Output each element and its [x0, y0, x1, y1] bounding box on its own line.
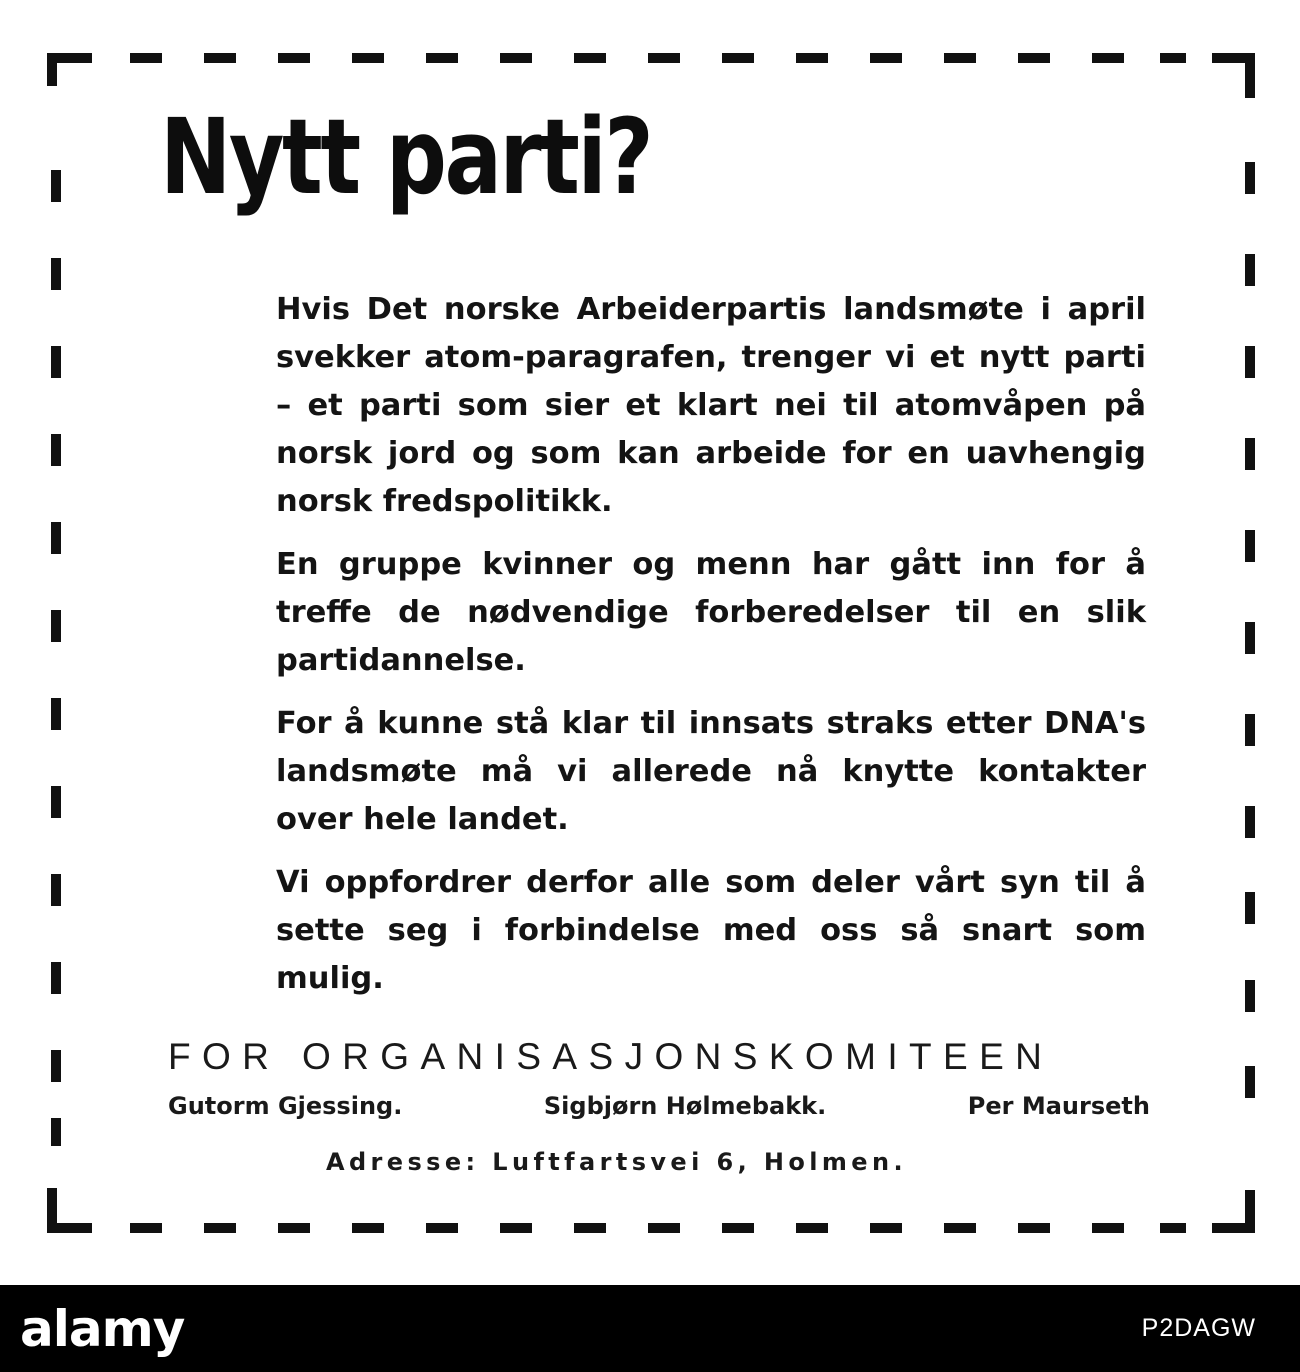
stock-image-code: P2DAGW	[1141, 1314, 1256, 1342]
signatory-name: Sigbjørn Hølmebakk.	[543, 1092, 827, 1120]
ad-body	[276, 286, 1146, 1018]
ad-headline: Nytt parti?	[160, 96, 652, 218]
signatory-name: Gutorm Gjessing.	[168, 1092, 403, 1120]
paragraph: For å kunne stå klar til innsats straks etter DNA's landsmøte må vi allerede nå knytte kontakter over hele landet.	[276, 706, 1146, 837]
signature-heading: FOR ORGANISASJONSKOMITEEN	[168, 1036, 1054, 1077]
paragraph: Vi oppfordrer derfor alle som deler vårt syn til å sette seg i forbindelse med oss så snart som mulig.	[276, 865, 1146, 996]
paragraph: Hvis Det norske Arbeiderpartis landsmøte i april svekker atom-paragrafen, trenger vi et nytt parti – et parti som sier et klart nei til atomvåpen på norsk jord og som kan arbeide for en uavhengig norsk fredspolitikk.	[276, 292, 1146, 519]
signatory-names	[168, 1092, 1150, 1120]
watermark-footer-bar	[0, 1285, 1300, 1372]
paragraph: En gruppe kvinner og menn har gått inn for å treffe de nødvendige forberedelser til en slik partidannelse.	[276, 547, 1146, 678]
contact-address: Adresse: Luftfartsvei 6, Holmen.	[326, 1148, 907, 1176]
signatory-name: Per Maurseth	[967, 1092, 1150, 1120]
alamy-logo: alamy	[20, 1300, 185, 1358]
